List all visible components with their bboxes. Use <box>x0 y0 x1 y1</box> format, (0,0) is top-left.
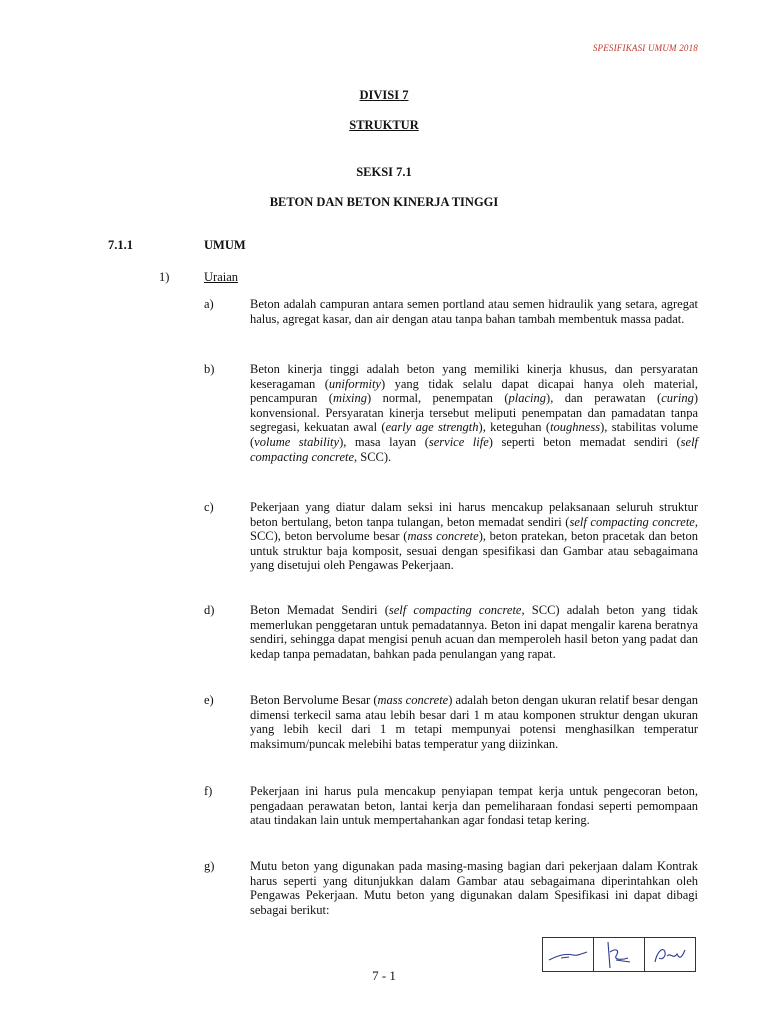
list-item-label: a) <box>204 297 214 311</box>
list-item-label: e) <box>204 693 214 707</box>
list-item <box>204 362 698 464</box>
list-item-label: g) <box>204 859 215 873</box>
list-item-text: Beton Memadat Sendiri (self compacting concrete, SCC) adalah beton yang tidak memerlukan penggetaran untuk pemadatannya. Beton ini dapat mengalir karena beratnya sendiri, sehingga dapat mengisi penuh acuan dan memperoleh hasil beton yang padat dan kedap tanpa pemadatan, bahkan pada penulangan yang rapat. <box>250 603 698 661</box>
signature-1 <box>543 938 594 971</box>
list-item <box>204 693 698 751</box>
list-item-text: Beton Bervolume Besar (mass concrete) adalah beton dengan ukuran relatif besar dengan dimensi terkecil sama atau lebih besar dari 1 m atau komponen struktur dengan ukuran yang lebih kecil dari 1 m tetapi mempunyai potensi menghasilkan temperatur maksimum/puncak melebihi batas temperatur yang diizinkan. <box>250 693 698 751</box>
list-item <box>204 297 698 326</box>
list-item <box>204 603 698 661</box>
list-item <box>204 500 698 573</box>
list-item-label: f) <box>204 784 213 798</box>
list-item-text: Beton kinerja tinggi adalah beton yang memiliki kinerja khusus, dan persyaratan keseragaman (uniformity) yang tidak selalu dapat dicapai hanya oleh material, pencampuran (mixing) normal, penempatan (placing), dan perawatan (curing) konvensional. Persyaratan kinerja tersebut meliputi penempatan dan pamadatan tanpa segregasi, kekuatan awal (early age strength), keteguhan (toughness), stabilitas volume (volume stability), masa layan (service life) seperti beton memadat sendiri (self compacting concrete, SCC). <box>250 362 699 464</box>
section-heading: SEKSI 7.1 <box>356 165 412 179</box>
signature-2 <box>594 938 645 971</box>
list-item-text: Mutu beton yang digunakan pada masing-masing bagian dari pekerjaan dalam Kontrak harus seperti yang ditunjukkan dalam Gambar atau sebagaimana diperintahkan oleh Pengawas Pekerjaan. Mutu beton yang digunakan dalam Spesifikasi ini dapat dibagi sebagai berikut: <box>250 859 698 917</box>
page-number: 7 - 1 <box>372 968 396 983</box>
list-item <box>204 784 698 828</box>
section-title: BETON DAN BETON KINERJA TINGGI <box>269 195 499 209</box>
spec-header-label: SPESIFIKASI UMUM 2018 <box>592 43 698 53</box>
subsection-number: 7.1.1 <box>108 238 133 252</box>
list-item-label: d) <box>204 603 215 617</box>
clause-number: 1) <box>159 270 170 284</box>
division-heading: DIVISI 7 <box>359 88 409 102</box>
signature-3 <box>645 938 695 971</box>
list-item-text: Pekerjaan yang diatur dalam seksi ini harus mencakup pelaksanaan seluruh struktur beton bertulang, beton tanpa tulangan, beton memadat sendiri (self compacting concrete, SCC), beton bervolume besar (mass concrete), beton pratekan, beton pracetak dan beton untuk struktur baja komposit, sesuai dengan spesifikasi dan Gambar atau sebagaimana yang disetujui oleh Pengawas Pekerjaan. <box>250 500 698 573</box>
list-item-label: c) <box>204 500 214 514</box>
list-item <box>204 859 698 917</box>
list-item-text: Beton adalah campuran antara semen portland atau semen hidraulik yang setara, agregat halus, agregat kasar, dan air dengan atau tanpa bahan tambah membentuk massa padat. <box>250 297 698 326</box>
list-item-text: Pekerjaan ini harus pula mencakup penyiapan tempat kerja untuk pengecoran beton, pengadaan perawatan beton, lantai kerja dan pemeliharaan fondasi seperti pemompaan atau tindakan lain untuk mempertahankan agar fondasi tetap kering. <box>250 784 698 828</box>
subsection-title: UMUM <box>204 238 246 252</box>
clause-title: Uraian <box>204 270 239 284</box>
signature-box <box>542 937 696 972</box>
structure-heading: STRUKTUR <box>349 118 419 132</box>
list-item-label: b) <box>204 362 215 376</box>
